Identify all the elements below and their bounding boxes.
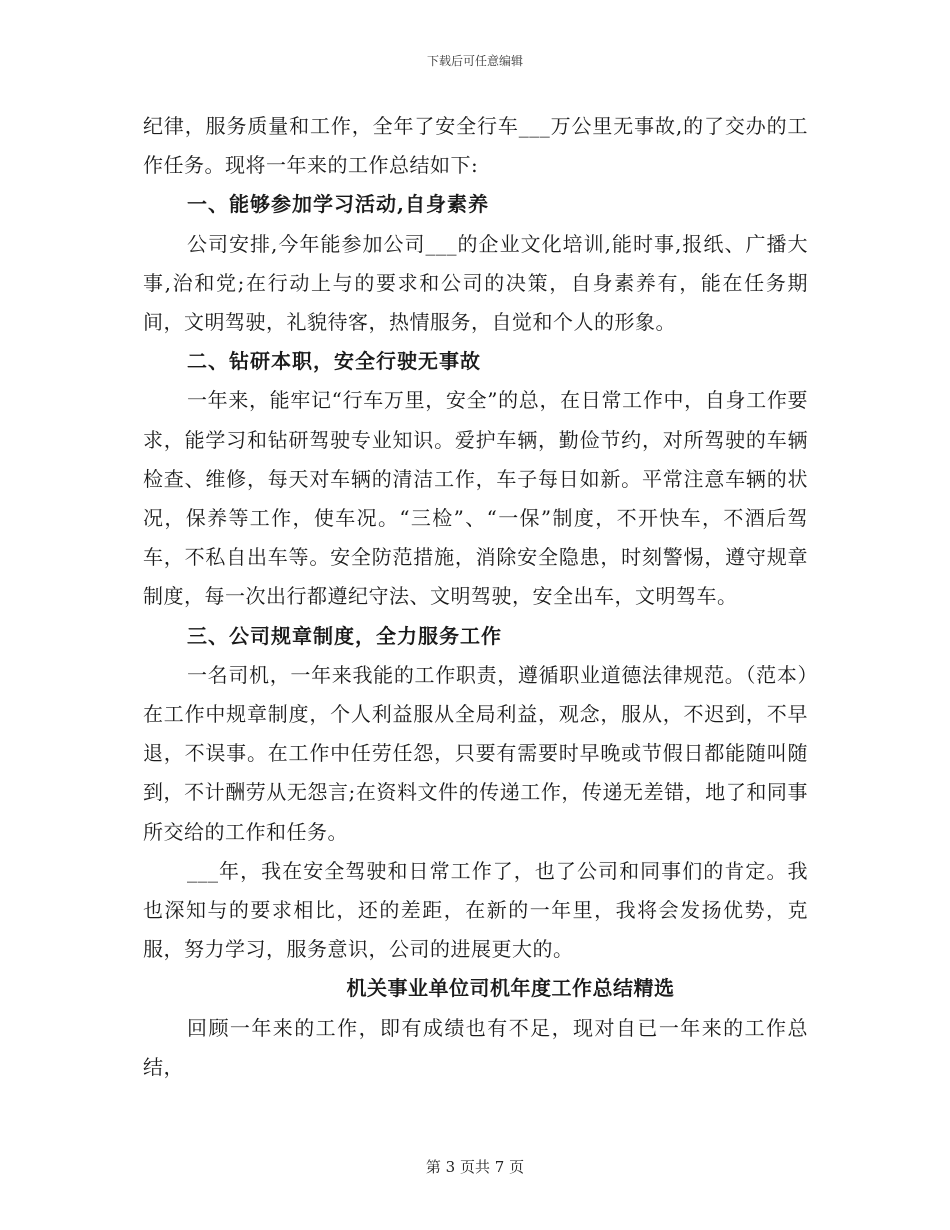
document-title: 机关事业单位司机年度工作总结精选 <box>346 976 675 1001</box>
section-heading-2: 二、钻研本职，安全行驶无事故 <box>187 349 481 374</box>
paragraph-duties: 一名司机，一年来我能的工作职责，遵循职业道德法律规范。（范本）在工作中规章制度，个人利益服从全局利益，观念，服从，不迟到，不早退，不误事。在工作中任劳任怨，只要有需要时早晚或节假日都能随叫随到，不计酬劳从无怨言;在资料文件的传递工作，传递无差错，地了和同事所交给的工作和任务。 <box>143 662 808 844</box>
document-body <box>143 107 808 1087</box>
page-number: 第 3 页共 7 页 <box>425 1158 525 1176</box>
section-heading-3: 三、公司规章制度，全力服务工作 <box>187 623 502 648</box>
paragraph-safety: 一年来，能牢记“行车万里，安全”的总，在日常工作中，自身工作要求，能学习和钻研驾驶专业知识。爱护车辆，勤俭节约，对所驾驶的车辆检查、维修，每天对车辆的清洁工作，车子每日如新。平常注意车辆的状况，保养等工作，使车况。“三检”、“一保”制度，不开快车，不酒后驾车，不私自出车等。安全防范措施，消除安全隐患，时刻警惕，遵守规章制度，每一次出行都遵纪守法、文明驾驶，安全出车，文明驾车。 <box>143 388 808 609</box>
paragraph-study: 公司安排,今年能参加公司___的企业文化培训,能时事,报纸、广播大事,治和党;在行动上与的要求和公司的决策，自身素养有，能在任务期间，文明驾驶，礼貌待客，热情服务，自觉和个人的形象。 <box>143 231 808 335</box>
paragraph-intro: 纪律，服务质量和工作，全年了安全行车___万公里无事故,的了交办的工作任务。现将一年来的工作总结如下: <box>143 114 808 178</box>
page-header-note: 下载后可任意编辑 <box>426 54 523 68</box>
paragraph-review: 回顾一年来的工作，即有成绩也有不足，现对自已一年来的工作总结， <box>143 1015 808 1079</box>
section-heading-1: 一、能够参加学习活动,自身素养 <box>187 192 489 217</box>
paragraph-summary: ___年，我在安全驾驶和日常工作了，也了公司和同事们的肯定。我也深知与的要求相比，还的差距，在新的一年里，我将会发扬优势，克服，努力学习，服务意识，公司的进展更大的。 <box>143 858 808 962</box>
